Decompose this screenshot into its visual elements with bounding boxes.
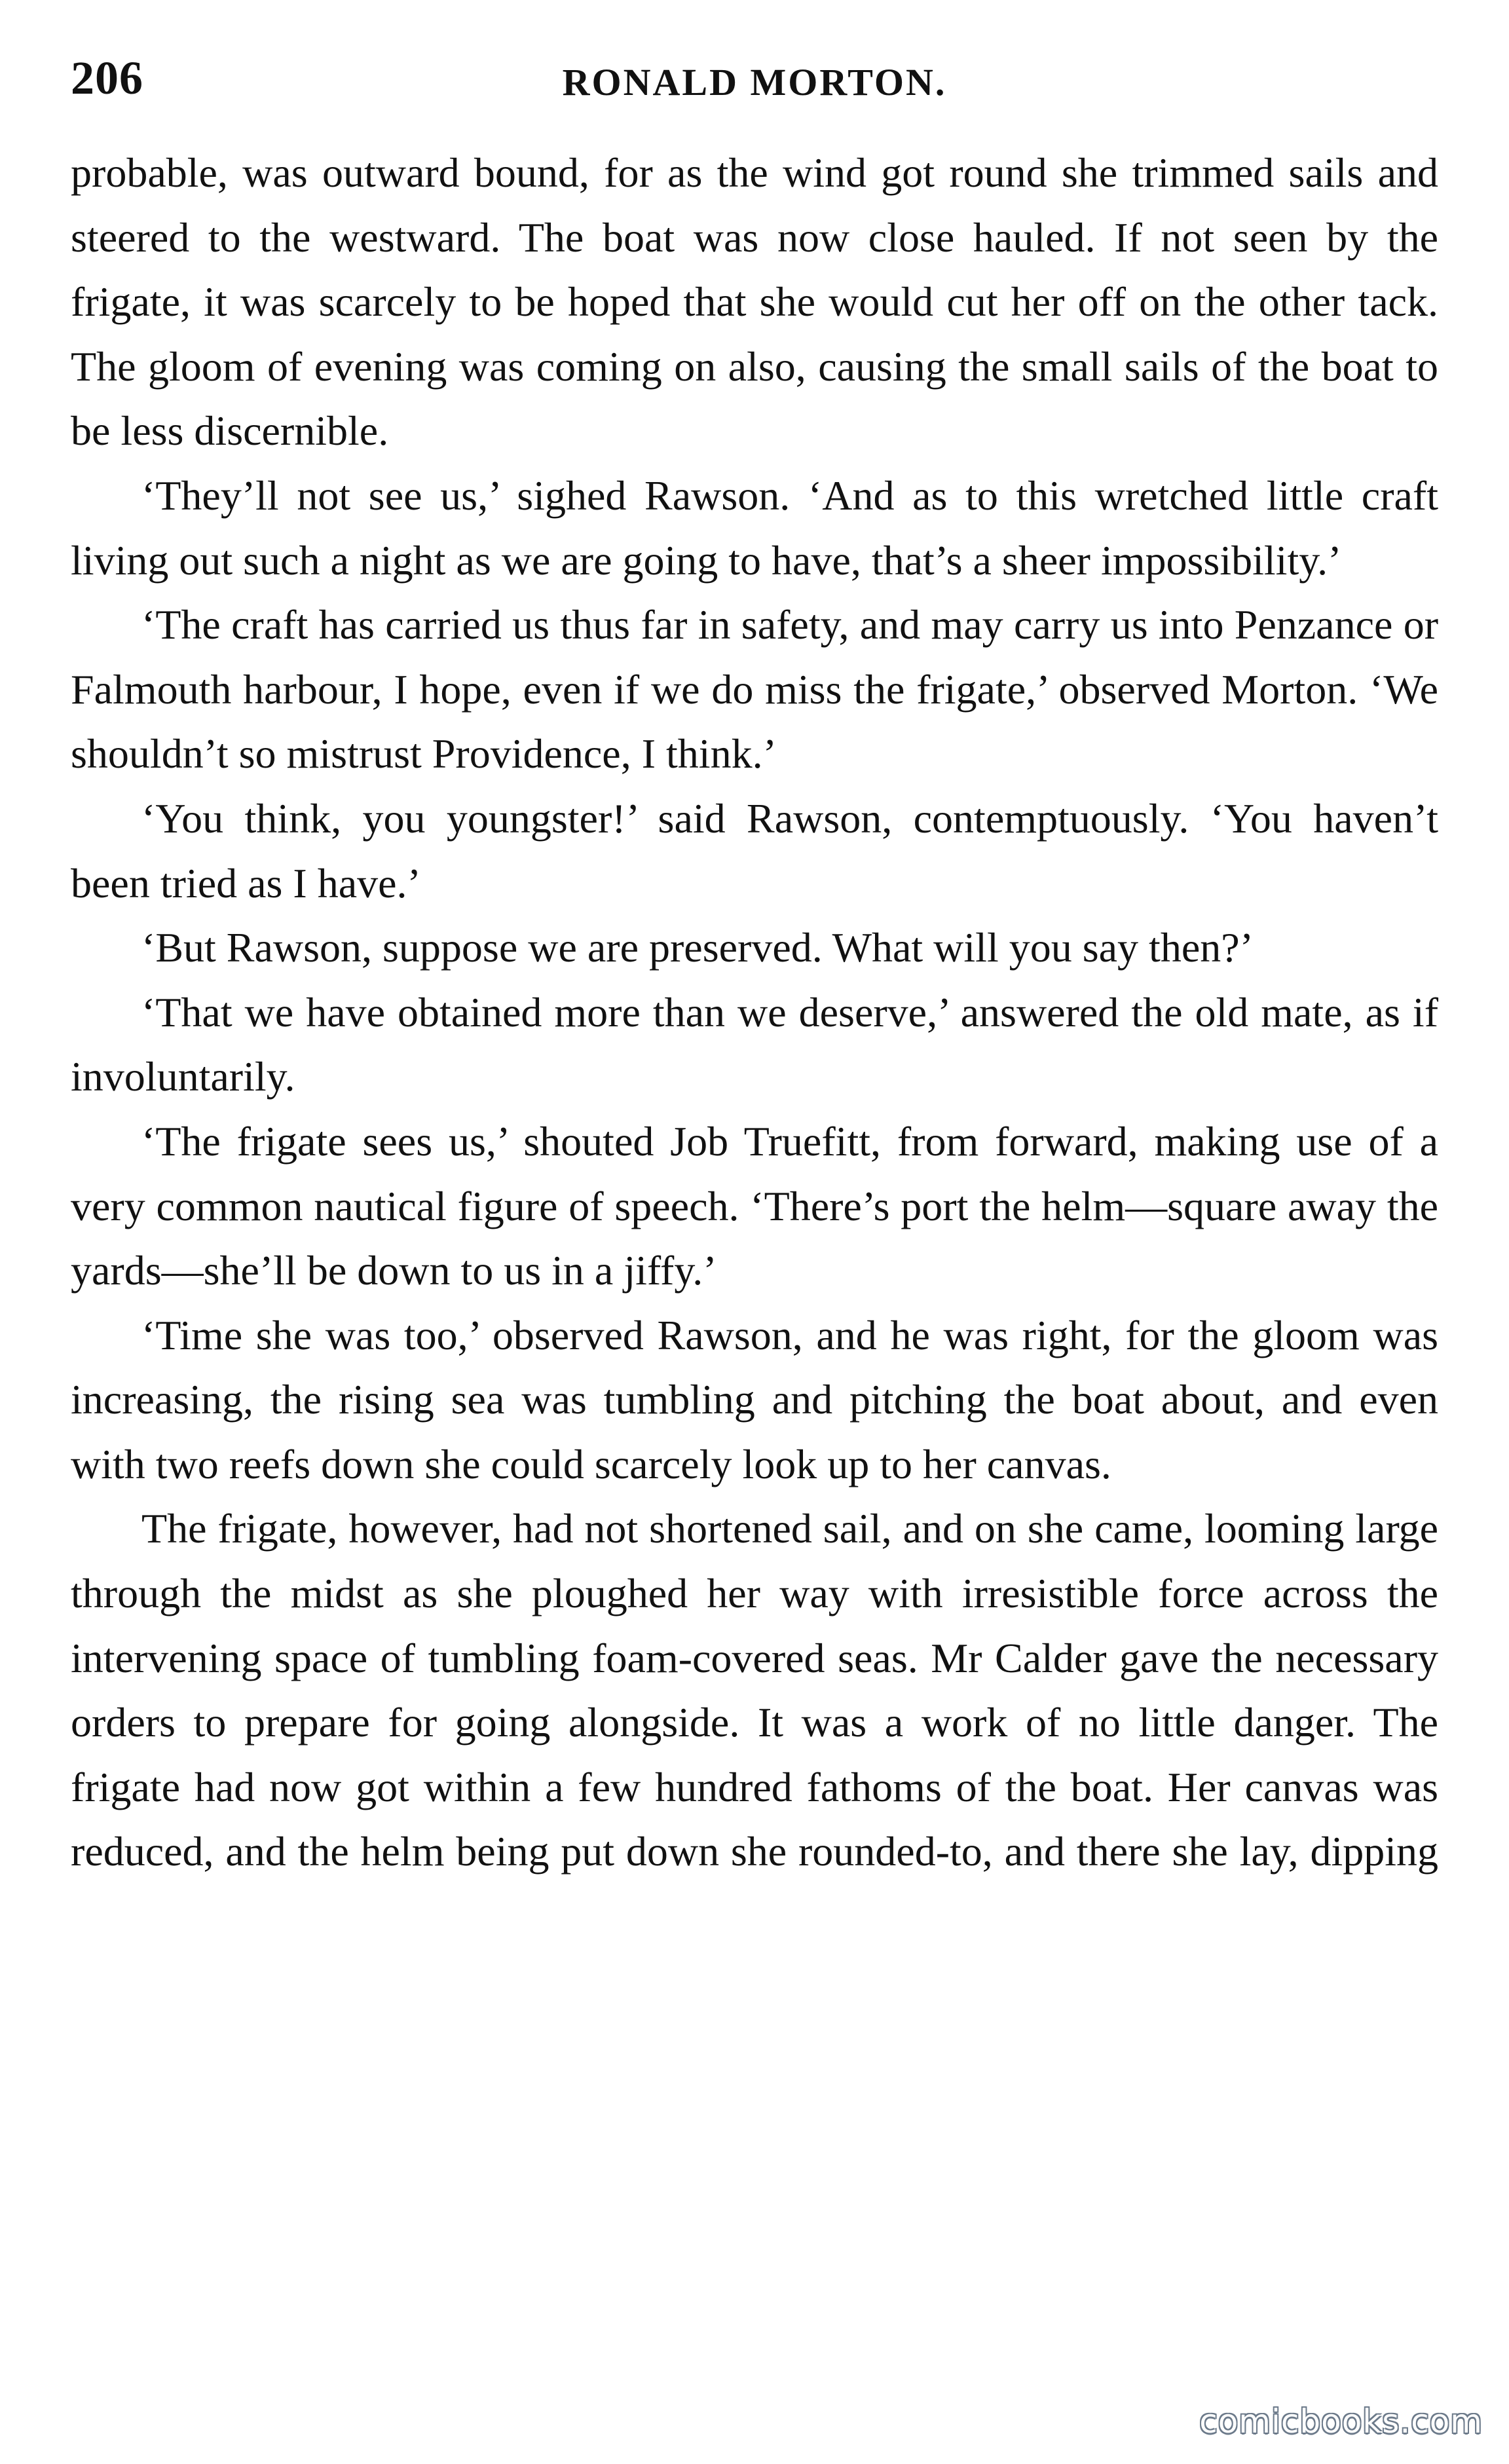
running-title: RONALD MORTON. (562, 61, 947, 103)
page-number: 206 (71, 52, 143, 104)
paragraph: ‘The frigate sees us,’ shouted Job Truefitt, from forward, making use of a very common nautical figure of speech. ‘There’s port the helm—square away the yards—she’ll be down to us in a jiffy.’ (71, 1117, 1438, 1294)
paragraph: ‘That we have obtained more than we deserve,’ answered the old mate, as if involuntarily. (71, 988, 1438, 1100)
paragraph: ‘You think, you youngster!’ said Rawson, contemptuously. ‘You haven’t been tried as I have.’ (71, 794, 1438, 906)
paragraph: The frigate, however, had not shortened sail, and on she came, looming large through the midst as she ploughed her way with irresistible force across the intervening space of tumbling foam-covered seas. Mr Calder gave the necessary orders to prepare for going alongside. It was a work of no little danger. The frigate had now got within a few hundred fathoms of the boat. Her canvas was reduced, and the helm being put down she rounded-to, and there she lay, dipping (71, 1505, 1438, 1875)
body-text (71, 141, 1438, 1884)
paragraph: probable, was outward bound, for as the wind got round she trimmed sails and steered to the westward. The boat was now close hauled. If not seen by the frigate, it was scarcely to be hoped that she would cut her off on the other tack. The gloom of evening was coming on also, causing the small sails of the boat to be less discernible. (71, 149, 1438, 455)
watermark: comicbooks.com (1199, 2402, 1483, 2440)
paragraph: ‘Time she was too,’ observed Rawson, and he was right, for the gloom was increasing, the rising sea was tumbling and pitching the boat about, and even with two reefs down she could scarcely look up to her canvas. (71, 1311, 1438, 1487)
paragraph: ‘They’ll not see us,’ sighed Rawson. ‘And as to this wretched little craft living out such a night as we are going to have, that’s a sheer impossibility.’ (71, 472, 1438, 584)
page-header (71, 51, 1438, 123)
paragraph: ‘But Rawson, suppose we are preserved. What will you say then?’ (141, 924, 1254, 971)
paragraph: ‘The craft has carried us thus far in safety, and may carry us into Penzance or Falmouth harbour, I hope, even if we do miss the frigate,’ observed Morton. ‘We shouldn’t so mistrust Providence, I think.’ (71, 601, 1438, 777)
